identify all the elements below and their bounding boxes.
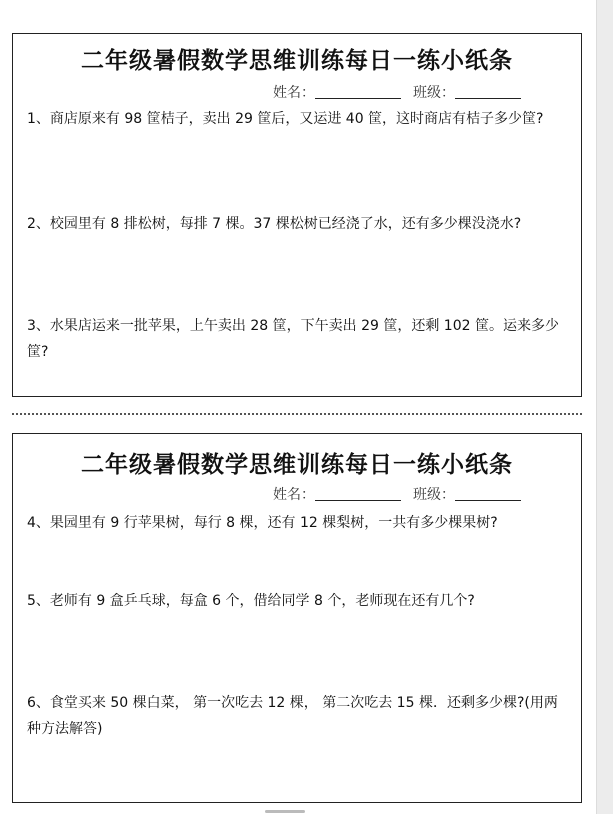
question-4: 4、果园里有 9 行苹果树，每行 8 棵，还有 12 棵梨树，一共有多少棵果树? [27,515,498,531]
class-label: 班级： [413,487,455,503]
student-info-row [273,82,521,102]
worksheet-card-1 [12,33,582,397]
scrollbar[interactable] [596,0,613,814]
worksheet-title: 二年级暑假数学思维训练每日一练小纸条 [81,452,513,478]
class-blank[interactable] [455,84,521,99]
name-blank[interactable] [315,84,401,99]
question-2: 2、校园里有 8 排松树，每排 7 棵。37 棵松树已经浇了水，还有多少棵没浇水? [27,216,522,232]
worksheet-card-2 [12,433,582,803]
class-label: 班级： [413,85,455,101]
cut-line [12,413,582,415]
class-blank[interactable] [455,486,521,501]
page-footer [220,806,350,814]
name-label: 姓名： [273,85,315,101]
name-label: 姓名： [273,487,315,503]
question-3: 3、水果店运来一批苹果，上午卖出 28 筐，下午卖出 29 筐，还剩 102 筐。运来多少筐? [27,318,559,360]
worksheet-title: 二年级暑假数学思维训练每日一练小纸条 [81,48,513,74]
question-6: 6、食堂买来 50 棵白菜， 第一次吃去 12 棵， 第二次吃去 15 棵．还剩多少棵?(用两种方法解答) [27,695,558,737]
name-blank[interactable] [315,486,401,501]
question-5: 5、老师有 9 盒乒乓球，每盒 6 个，借给同学 8 个，老师现在还有几个? [27,593,475,609]
question-1: 1、商店原来有 98 筐桔子，卖出 29 筐后，又运进 40 筐，这时商店有桔子多少筐? [27,111,544,127]
student-info-row [273,484,521,504]
